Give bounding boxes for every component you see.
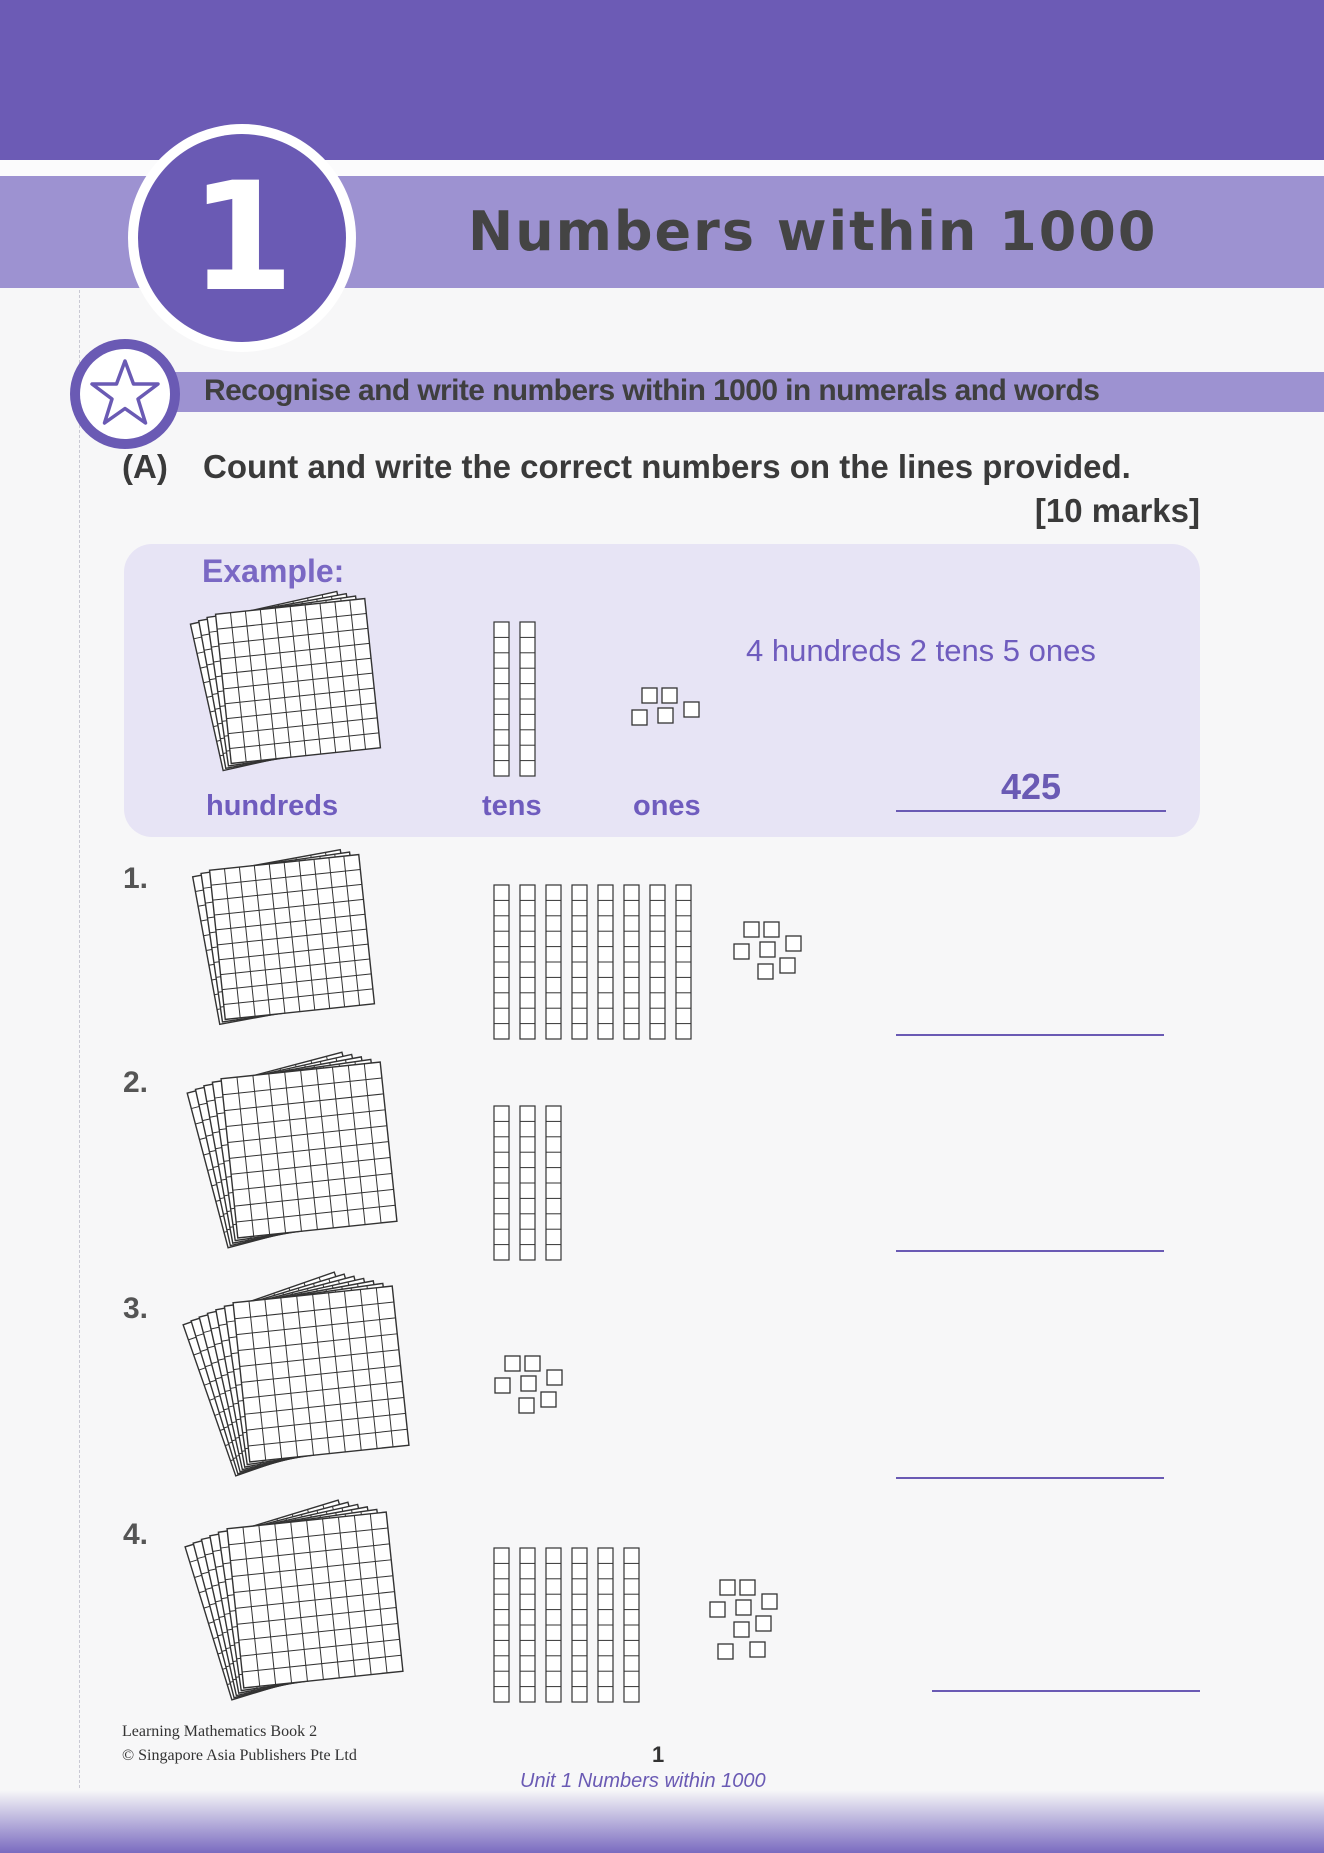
q4-one-3 (710, 1602, 725, 1617)
section-subtitle: Recognise and write numbers within 1000 in numerals and words (204, 374, 1100, 407)
q1-one-7 (758, 964, 773, 979)
q4-one-6 (756, 1616, 771, 1631)
q4-ten-2 (520, 1548, 535, 1702)
question-3-number: 3. (123, 1292, 149, 1325)
q1-hundred-3 (210, 855, 375, 1020)
q2-hundred-5 (221, 1062, 397, 1238)
q3-one-1 (505, 1356, 520, 1371)
q3-one-3 (495, 1378, 510, 1393)
q1-one-1 (744, 922, 759, 937)
footer-credit (122, 1720, 357, 1768)
q2-ten-2 (520, 1106, 535, 1260)
q4-hundred-6 (227, 1512, 403, 1688)
q3-hundred-7 (233, 1286, 409, 1462)
q1-ten-4 (572, 885, 587, 1039)
q4-ten-6 (624, 1548, 639, 1702)
q4-ten-1 (494, 1548, 509, 1702)
example-one-1 (642, 688, 657, 703)
q2-ten-3 (546, 1106, 561, 1260)
q4-one-1 (720, 1580, 735, 1595)
q3-one-2 (525, 1356, 540, 1371)
example-answer: 425 (1000, 766, 1062, 807)
marks-label: [10 marks] (1034, 492, 1200, 529)
q1-ten-8 (676, 885, 691, 1039)
footer-band (0, 1790, 1324, 1853)
example-one-4 (658, 708, 673, 723)
q1-ten-5 (598, 885, 613, 1039)
footer-copyright: © Singapore Asia Publishers Pte Ltd (122, 1747, 357, 1764)
caption-hundreds: hundreds (206, 790, 339, 822)
q4-one-8 (718, 1644, 733, 1659)
caption-tens: tens (482, 790, 542, 822)
example-ten-1 (494, 622, 509, 776)
page-number: 1 (652, 1742, 665, 1767)
section-label: (A) (122, 448, 168, 485)
q3-one-7 (519, 1398, 534, 1413)
q4-ten-5 (598, 1548, 613, 1702)
question-1-number: 1. (123, 862, 149, 895)
q1-one-6 (780, 958, 795, 973)
q1-one-4 (760, 942, 775, 957)
q2-ten-1 (494, 1106, 509, 1260)
q1-ten-7 (650, 885, 665, 1039)
q1-ten-6 (624, 885, 639, 1039)
q4-one-2 (740, 1580, 755, 1595)
caption-ones: ones (633, 790, 701, 822)
q1-ten-2 (520, 885, 535, 1039)
question-4-number: 4. (123, 1518, 149, 1551)
example-hundred-4 (216, 599, 381, 764)
instruction-text: Count and write the correct numbers on the lines provided. (203, 448, 1131, 485)
q4-one-9 (750, 1642, 765, 1657)
q4-one-7 (734, 1622, 749, 1637)
q1-one-3 (734, 944, 749, 959)
footer-unit: Unit 1 Numbers within 1000 (520, 1770, 766, 1792)
q3-one-5 (547, 1370, 562, 1385)
example-one-5 (684, 702, 699, 717)
q3-one-6 (541, 1392, 556, 1407)
q4-one-5 (762, 1594, 777, 1609)
q3-one-4 (521, 1376, 536, 1391)
q4-one-4 (736, 1600, 751, 1615)
example-words: 4 hundreds 2 tens 5 ones (746, 633, 1096, 668)
q1-ten-3 (546, 885, 561, 1039)
page-title: Numbers within 1000 (468, 200, 1158, 263)
q1-one-5 (786, 936, 801, 951)
example-label: Example: (202, 553, 345, 589)
q4-ten-4 (572, 1548, 587, 1702)
footer-book-title: Learning Mathematics Book 2 (122, 1723, 318, 1740)
question-2-number: 2. (123, 1066, 149, 1099)
example-one-3 (632, 710, 647, 725)
example-one-2 (662, 688, 677, 703)
q1-one-2 (764, 922, 779, 937)
example-ten-2 (520, 622, 535, 776)
q4-ten-3 (546, 1548, 561, 1702)
unit-number: 1 (189, 151, 295, 325)
q1-ten-1 (494, 885, 509, 1039)
